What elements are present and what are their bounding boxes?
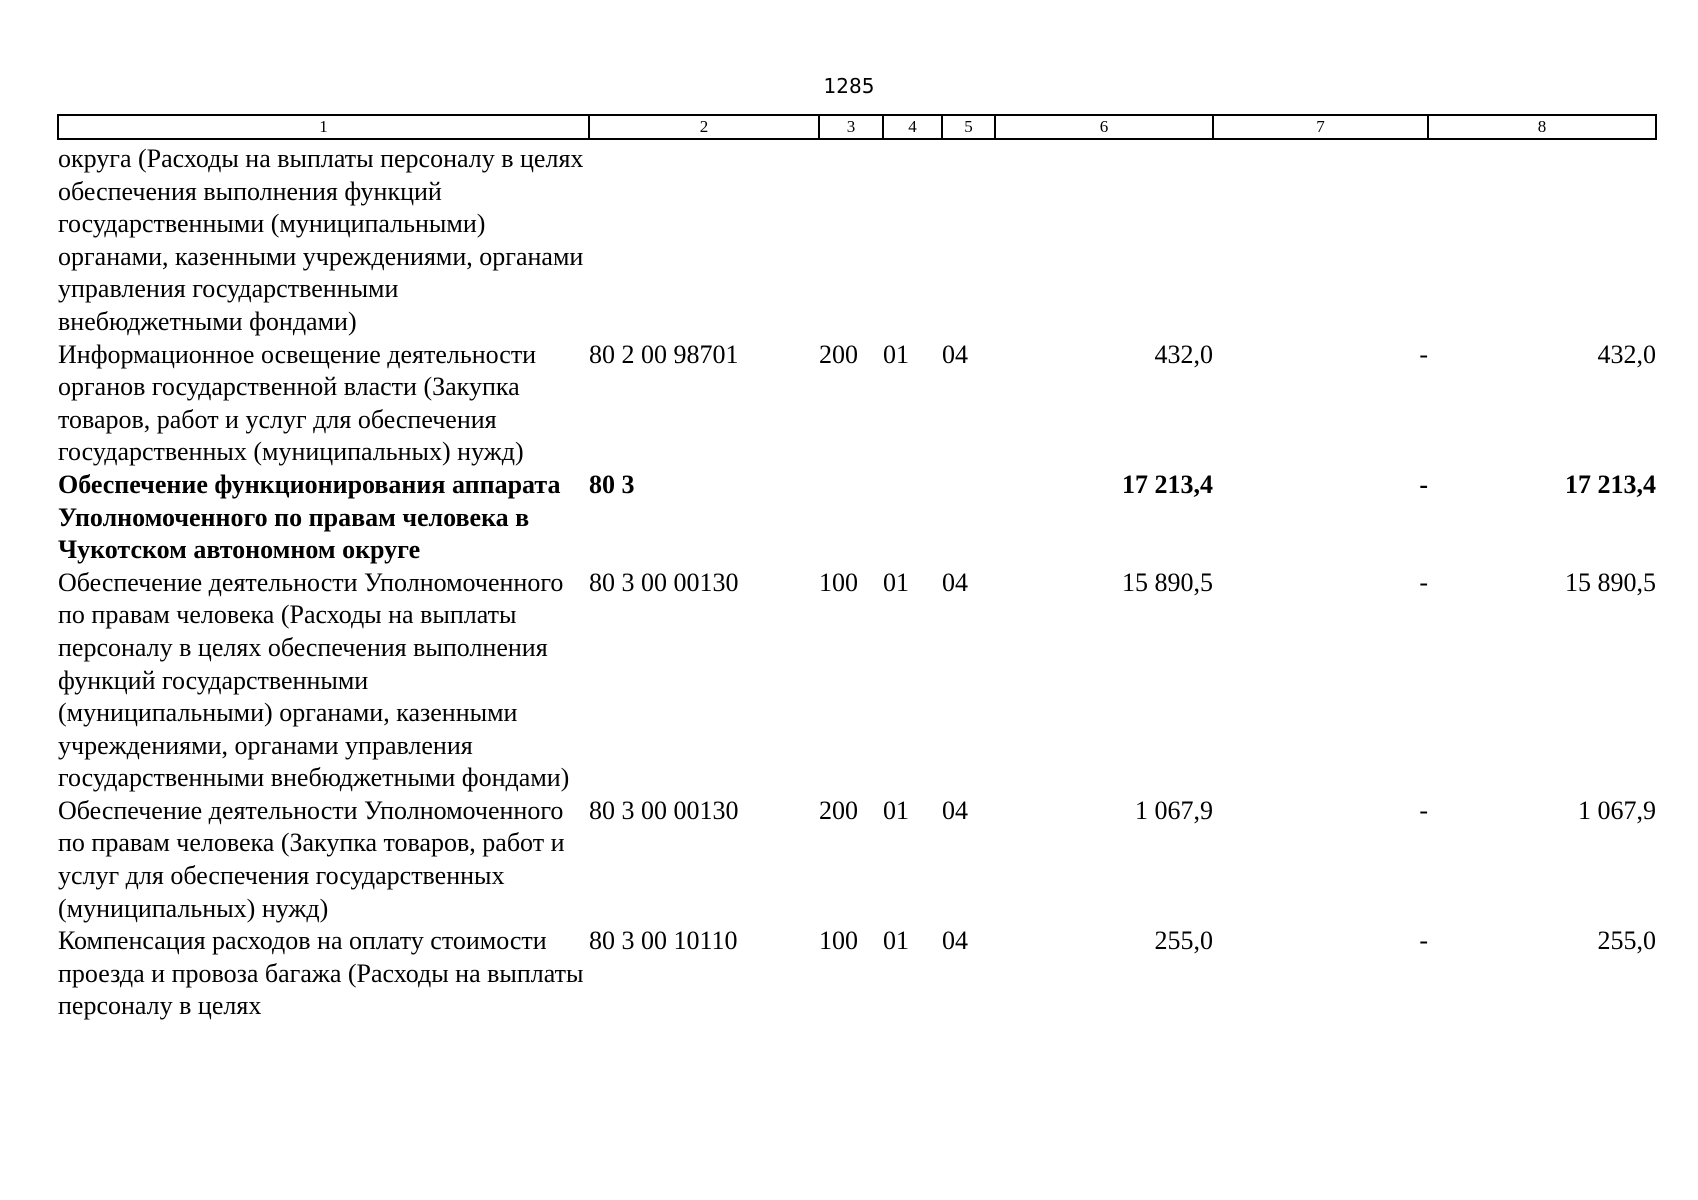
row-expense-type: 100	[819, 926, 858, 956]
row-total: 255,0	[1597, 926, 1656, 956]
row-section: 01	[883, 795, 909, 825]
row-expense-type: 200	[819, 339, 858, 369]
column-header: 6	[995, 115, 1213, 139]
row-description: Обеспечение деятельности Уполномоченного по правам человека (Расходы на выплаты персоналу в целях обеспечения выполнения функций государственными (муниципальными) органами, казенными учреждениями, органами управления государственными внебюджетными фондами)	[58, 567, 570, 793]
table-row	[58, 469, 1656, 567]
row-expense-type	[819, 139, 883, 339]
row-description: Обеспечение функционирования аппарата Уполномоченного по правам человека в Чукотском автономном округе	[58, 469, 561, 565]
column-header: 1	[58, 115, 589, 139]
row-change: -	[1419, 469, 1428, 499]
row-total: 1 067,9	[1578, 795, 1656, 825]
column-header: 5	[942, 115, 995, 139]
row-section: 01	[883, 926, 909, 956]
page-number: 1285	[823, 74, 875, 98]
column-header: 4	[883, 115, 942, 139]
row-target-article	[589, 139, 819, 339]
row-change	[1213, 139, 1428, 339]
row-description: Обеспечение деятельности Уполномоченного по правам человека (Закупка товаров, работ и услуг для обеспечения государственных (муниципальных) нужд)	[58, 795, 565, 923]
row-subsection: 04	[942, 795, 968, 825]
row-total	[1428, 139, 1656, 339]
column-header: 8	[1428, 115, 1656, 139]
row-total: 15 890,5	[1565, 567, 1656, 597]
table-row	[58, 925, 1656, 1023]
row-expense-type: 200	[819, 795, 858, 825]
column-header: 3	[819, 115, 883, 139]
row-section	[883, 469, 942, 567]
row-subsection: 04	[942, 926, 968, 956]
row-subsection: 04	[942, 567, 968, 597]
row-target-article: 80 3 00 00130	[589, 567, 739, 597]
row-amount: 432,0	[1154, 339, 1213, 369]
row-section	[883, 139, 942, 339]
table-row	[58, 339, 1656, 469]
row-section: 01	[883, 567, 909, 597]
row-amount: 1 067,9	[1135, 795, 1213, 825]
row-section: 01	[883, 339, 909, 369]
table-row	[58, 567, 1656, 795]
table-body	[58, 139, 1656, 1023]
row-change: -	[1419, 795, 1428, 825]
budget-table	[57, 114, 1657, 1023]
row-subsection: 04	[942, 339, 968, 369]
table-header	[58, 115, 1656, 139]
column-header: 2	[589, 115, 819, 139]
row-total: 17 213,4	[1565, 469, 1656, 499]
row-amount: 255,0	[1154, 926, 1213, 956]
row-target-article: 80 2 00 98701	[589, 339, 739, 369]
row-expense-type	[819, 469, 883, 567]
row-total: 432,0	[1597, 339, 1656, 369]
row-change: -	[1419, 339, 1428, 369]
row-amount: 17 213,4	[1122, 469, 1213, 499]
row-description: округа (Расходы на выплаты персоналу в целях обеспечения выполнения функций государственными (муниципальными) органами, казенными учреждениями, органами управления государственными внебюджетными фондами)	[58, 144, 584, 336]
row-subsection	[942, 139, 995, 339]
row-target-article: 80 3 00 00130	[589, 795, 739, 825]
column-header: 7	[1213, 115, 1428, 139]
row-subsection	[942, 469, 995, 567]
table-row	[58, 139, 1656, 339]
row-amount: 15 890,5	[1122, 567, 1213, 597]
column-number-row	[58, 115, 1656, 139]
row-target-article: 80 3 00 10110	[589, 926, 738, 956]
row-change: -	[1419, 567, 1428, 597]
table-row	[58, 795, 1656, 925]
row-description: Компенсация расходов на оплату стоимости проезда и провоза багажа (Расходы на выплаты персоналу в целях	[58, 926, 584, 1021]
row-description: Информационное освещение деятельности органов государственной власти (Закупка товаров, работ и услуг для обеспечения государственных (муниципальных) нужд)	[58, 339, 537, 467]
row-expense-type: 100	[819, 567, 858, 597]
row-target-article: 80 3	[589, 469, 635, 499]
row-change: -	[1419, 926, 1428, 956]
row-amount	[995, 139, 1213, 339]
